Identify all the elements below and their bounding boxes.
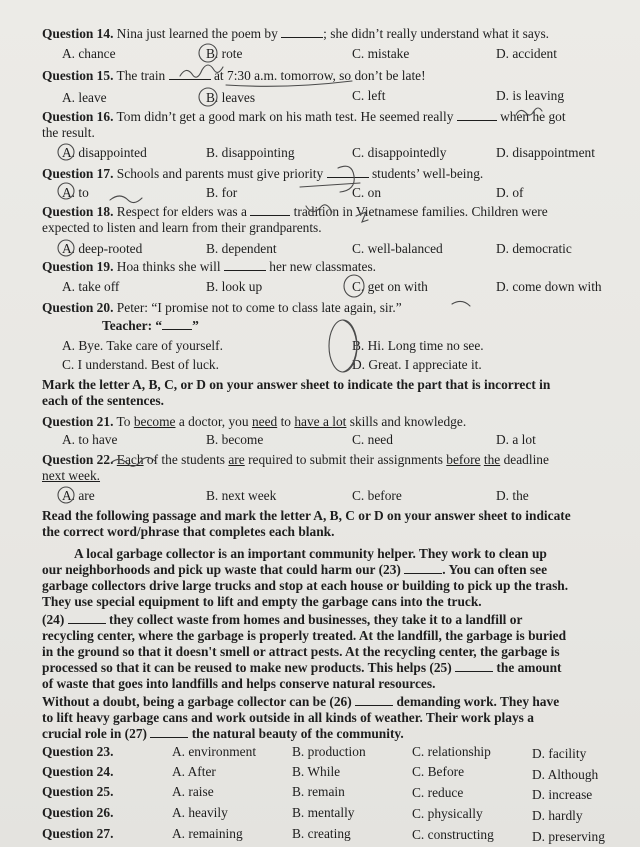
question-label: Question 16.: [42, 109, 114, 124]
option-c: C. need: [352, 432, 393, 447]
stem-text: Respect for elders was a: [116, 204, 247, 219]
passage-line: They use special equipment to lift and empty the garbage cans into the truck.: [42, 594, 482, 609]
passage-text: Without a doubt, being a garbage collector can be (26): [42, 694, 352, 709]
passage-line: in the ground so that it doesn't smell or attract pests. At the recycling center, the garbage is: [42, 644, 560, 659]
passage-text: crucial role in (27): [42, 726, 147, 741]
option-d: D. of: [496, 185, 524, 200]
option-b: B. Hi. Long time no see.: [352, 338, 484, 353]
option-b: B. mentally: [292, 805, 355, 820]
option-d: D. democratic: [496, 241, 572, 256]
passage-text: our neighborhoods and pick up waste that could harm our (23): [42, 562, 401, 577]
option-c: C. reduce: [412, 785, 464, 800]
passage-line: to lift heavy garbage cans and work outside in all kinds of weather. Their work plays a: [42, 710, 534, 725]
option-a: A. Bye. Take care of yourself.: [62, 338, 223, 353]
question-26-label: Question 26.: [42, 805, 114, 820]
passage-line: [42, 612, 522, 628]
option-d: D. is leaving: [496, 88, 565, 103]
underlined-part: become: [133, 414, 176, 429]
passage-line: [42, 660, 562, 676]
answer-blank: [355, 694, 393, 706]
option-c: C. left: [352, 88, 386, 103]
option-b: B. become: [206, 432, 264, 447]
answer-blank: [150, 726, 188, 738]
question-label: Question 17.: [42, 166, 114, 181]
option-b: B. production: [292, 744, 366, 759]
question-19-stem: [42, 259, 376, 275]
pencil-scribble: [110, 196, 142, 203]
option-d: D. the: [496, 488, 529, 503]
question-label: Question 18.: [42, 204, 114, 219]
stem-text: her new classmates.: [269, 259, 377, 274]
answer-blank: [327, 166, 369, 178]
answer-blank: [457, 109, 497, 121]
instruction-passage-2: the correct word/phrase that completes each blank.: [42, 524, 335, 539]
option-a: A. After: [172, 764, 216, 779]
underlined-part: a: [319, 414, 333, 429]
option-c: C. constructing: [412, 827, 494, 842]
option-b: B. remain: [292, 784, 345, 799]
option-a: A. deep-rooted: [62, 241, 143, 256]
answer-blank: [250, 204, 290, 216]
option-a: A. to: [62, 185, 89, 200]
passage-line: [42, 562, 547, 578]
option-b: B. for: [206, 185, 238, 200]
option-a: A. environment: [172, 744, 257, 759]
answer-blank: [404, 562, 442, 574]
passage-text: demanding work. They have: [396, 694, 560, 709]
option-d: D. Although: [532, 767, 599, 782]
question-label: Question 14.: [42, 26, 114, 41]
instruction-passage: Read the following passage and mark the letter A, B, C or D on your answer sheet to indicate: [42, 508, 571, 523]
option-d: D. a lot: [496, 432, 536, 447]
question-25-label: Question 25.: [42, 784, 114, 799]
answer-blank: [224, 259, 266, 271]
question-27-label: Question 27.: [42, 826, 114, 841]
option-a: A. remaining: [172, 826, 243, 841]
underlined-part: lot: [332, 414, 347, 429]
option-b: B. disappointing: [206, 145, 295, 160]
option-c: C. physically: [412, 806, 483, 821]
teacher-reply: [102, 318, 199, 334]
stem-text: a doctor, you: [175, 414, 252, 429]
question-23-label: Question 23.: [42, 744, 114, 759]
option-d: D. facility: [532, 746, 587, 761]
option-c: C. before: [352, 488, 402, 503]
option-d: D. come down with: [496, 279, 602, 294]
question-15-stem: [42, 68, 426, 84]
option-b: B. leaves: [206, 90, 256, 105]
question-14-stem: [42, 26, 549, 42]
passage-line: of waste that goes into landfills and helps conserve natural resources.: [42, 676, 436, 691]
passage-text: (24): [42, 612, 65, 627]
option-b: B. While: [292, 764, 341, 779]
question-24-label: Question 24.: [42, 764, 114, 779]
option-a: A. to have: [62, 432, 118, 447]
stem-text: Peter: “I promise not to come to class late again, sir.”: [116, 300, 402, 315]
option-c: C. I understand. Best of luck.: [62, 357, 219, 372]
stem-text: deadline: [500, 452, 549, 467]
option-a: A. raise: [172, 784, 214, 799]
option-c: C. relationship: [412, 744, 491, 759]
passage-line: [42, 694, 559, 710]
teacher-label: Teacher: “: [102, 318, 163, 333]
passage-text: they collect waste from homes and businesses, they take it to a landfill or: [109, 612, 523, 627]
question-16-stem: [42, 109, 566, 125]
question-22-continuation: next week.: [42, 468, 101, 483]
question-label: Question 21.: [42, 414, 114, 429]
question-label: Question 15.: [42, 68, 114, 83]
underlined-part: Each: [116, 452, 144, 467]
passage-text: the natural beauty of the community.: [191, 726, 404, 741]
option-d: D. preserving: [532, 829, 605, 844]
underlined-part: before: [446, 452, 481, 467]
answer-blank: [169, 68, 211, 80]
stem-text: Nina just learned the poem by: [116, 26, 278, 41]
passage-text: processed so that it can be reused to make new products. This helps (25): [42, 660, 452, 675]
option-b: B. look up: [206, 279, 263, 294]
close-quote: ”: [192, 318, 199, 333]
question-17-stem: [42, 166, 483, 182]
answer-blank: [455, 660, 493, 672]
option-a: A. heavily: [172, 805, 228, 820]
option-d: D. hardly: [532, 808, 583, 823]
option-a: A. are: [62, 488, 95, 503]
underlined-part: need: [251, 414, 278, 429]
answer-blank: [162, 318, 192, 330]
option-d: D. Great. I appreciate it.: [352, 357, 482, 372]
pencil-strike: [452, 301, 470, 306]
passage-line: recycling center, where the garbage is properly treated. At the landfill, the garbage is buried: [42, 628, 567, 643]
question-label: Question 19.: [42, 259, 114, 274]
question-label: Question 22.: [42, 452, 114, 467]
option-d: D. disappointment: [496, 145, 595, 160]
option-c: C. disappointedly: [352, 145, 447, 160]
stem-text: The train: [116, 68, 166, 83]
stem-text: Hoa thinks she will: [116, 259, 221, 274]
option-a: A. take off: [62, 279, 120, 294]
stem-text: at 7:30 a.m. tomorrow, so don’t be late!: [213, 68, 426, 83]
stem-text: students’ well-being.: [371, 166, 484, 181]
option-b: B. rote: [206, 46, 243, 61]
stem-text: to: [277, 414, 295, 429]
option-c: C. Before: [412, 764, 465, 779]
instruction-incorrect-part-2: each of the sentences.: [42, 393, 164, 408]
option-d: D. increase: [532, 787, 593, 802]
option-b: B. creating: [292, 826, 351, 841]
question-22-stem: [42, 452, 549, 468]
underlined-part: have: [294, 414, 320, 429]
stem-text: tradition in Vietnamese families. Children were: [293, 204, 548, 219]
stem-text: Tom didn’t get a good mark on his math test. He seemed really: [116, 109, 454, 124]
underlined-part: the: [483, 452, 501, 467]
passage-text: . You can often see: [442, 562, 548, 577]
option-b: B. dependent: [206, 241, 277, 256]
option-a: A. leave: [62, 90, 107, 105]
answer-blank: [281, 26, 323, 38]
question-21-stem: [42, 414, 466, 430]
question-16-continuation: the result.: [42, 125, 95, 140]
underlined-part: are: [228, 452, 245, 467]
pencil-line: [300, 183, 360, 187]
stem-text: required to submit their assignments: [244, 452, 447, 467]
option-d: D. accident: [496, 46, 557, 61]
stem-text: skills and knowledge.: [346, 414, 467, 429]
passage-line: [42, 726, 404, 742]
option-c: C. well-balanced: [352, 241, 443, 256]
question-label: Question 20.: [42, 300, 114, 315]
option-b: B. next week: [206, 488, 277, 503]
passage-line: A local garbage collector is an important community helper. They work to clean up: [74, 546, 547, 561]
option-c: C. get on with: [352, 279, 428, 294]
option-c: C. on: [352, 185, 382, 200]
passage-text: the amount: [496, 660, 562, 675]
question-18-continuation: expected to listen and learn from their grandparents.: [42, 220, 322, 235]
stem-text: ; she didn’t really understand what it says.: [323, 26, 550, 41]
stem-text: when he got: [500, 109, 566, 124]
question-18-stem: [42, 204, 548, 220]
question-20-stem: [42, 300, 402, 316]
option-c: C. mistake: [352, 46, 410, 61]
passage-line: garbage collectors drive large trucks and stop at each house or building to pick up the trash.: [42, 578, 569, 593]
option-a: A. disappointed: [62, 145, 147, 160]
option-a: A. chance: [62, 46, 116, 61]
stem-text: To: [116, 414, 134, 429]
answer-blank: [68, 612, 106, 624]
stem-text: of the students: [143, 452, 229, 467]
stem-text: Schools and parents must give priority: [116, 166, 324, 181]
instruction-incorrect-part: Mark the letter A, B, C, or D on your answer sheet to indicate the part that is incorrect in: [42, 377, 551, 392]
